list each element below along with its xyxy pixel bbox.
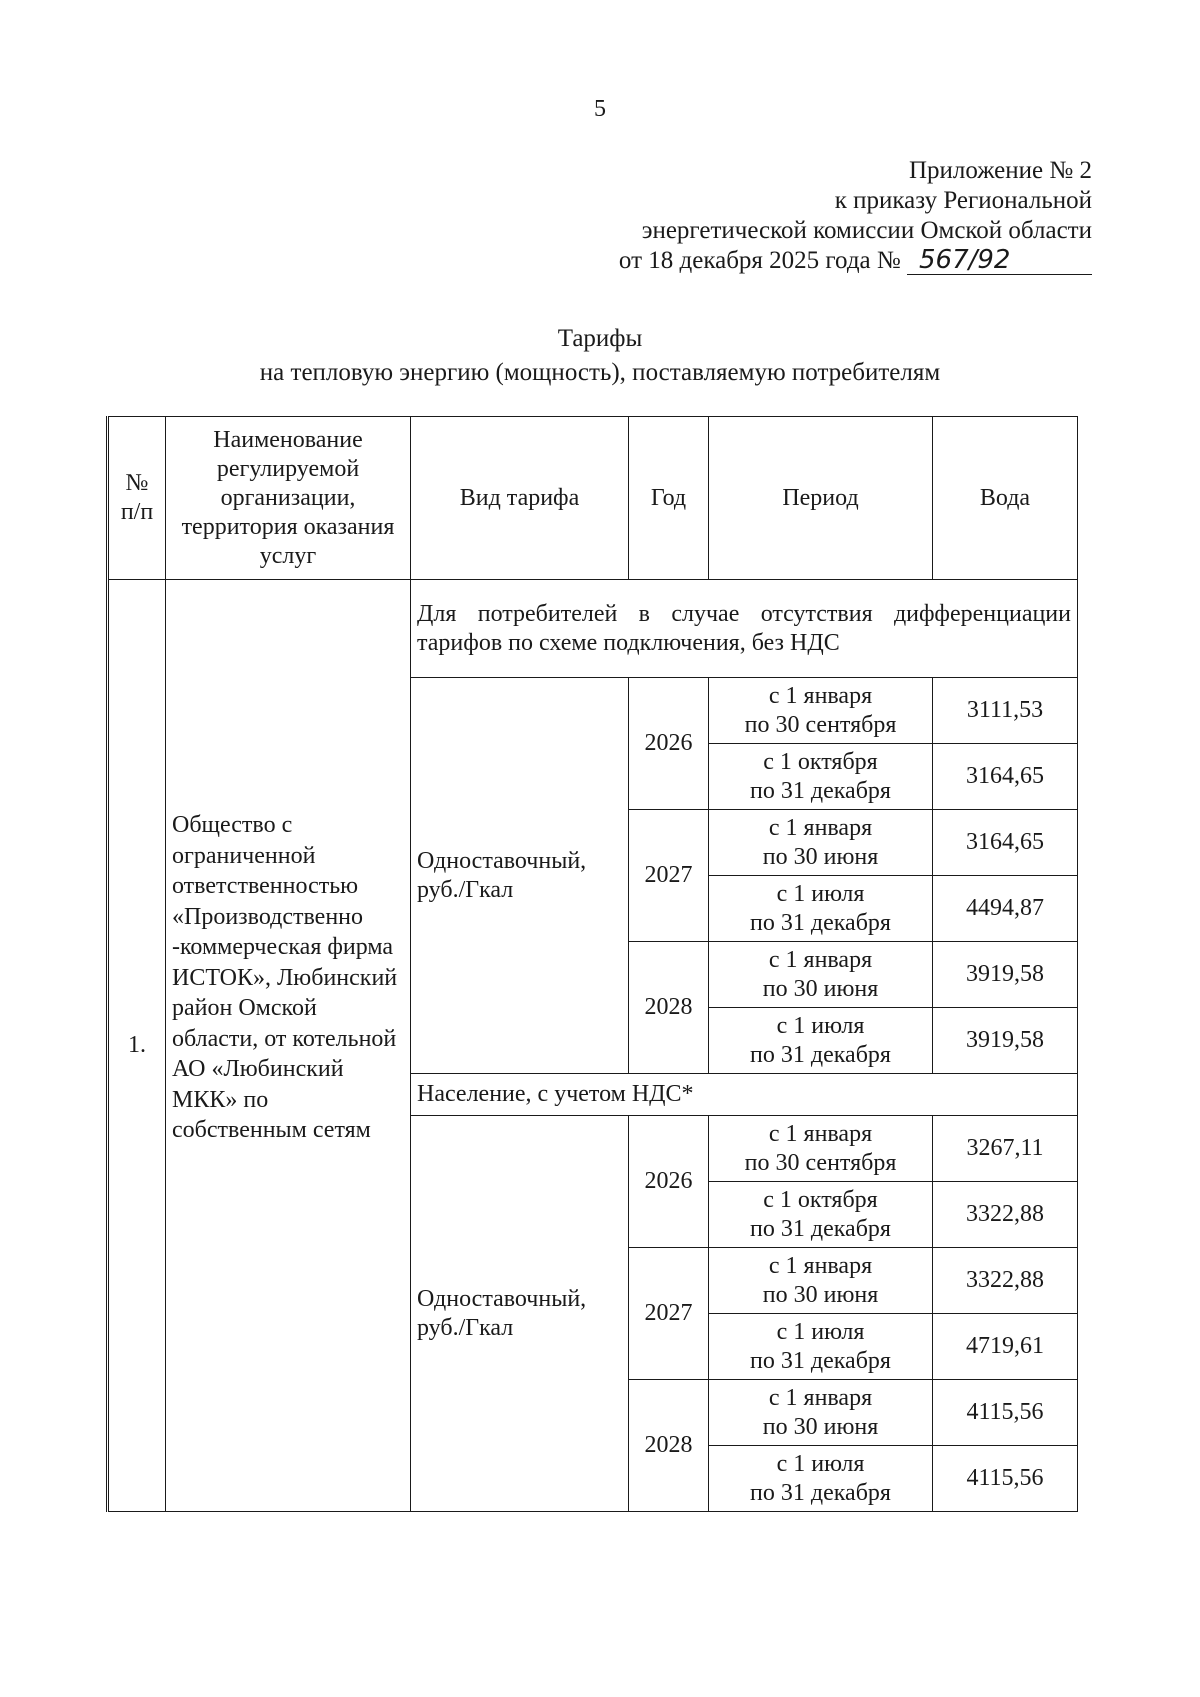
year-cell: 2028 <box>629 942 709 1074</box>
period-cell <box>709 1380 933 1446</box>
period-end: по 31 декабря <box>750 909 891 936</box>
period-end: по 30 июня <box>762 1413 879 1440</box>
period-start: с 1 июля <box>776 1450 865 1477</box>
tariff-type: Одноставочный, руб./Гкал <box>411 1116 629 1512</box>
water-value: 3919,58 <box>933 942 1078 1008</box>
row-index: 1. <box>108 580 166 1512</box>
period-start: с 1 июля <box>776 880 865 907</box>
water-value: 3322,88 <box>933 1182 1078 1248</box>
document-title: Тарифы <box>557 325 643 352</box>
section-row <box>108 580 1078 678</box>
period-start: с 1 июля <box>776 1318 865 1345</box>
period-start: с 1 января <box>768 814 873 841</box>
appendix-line-4 <box>520 246 1092 276</box>
appendix-line-1: Приложение № 2 <box>908 157 1092 184</box>
period-cell <box>709 1116 933 1182</box>
period-cell <box>709 1008 933 1074</box>
period-cell <box>709 1182 933 1248</box>
header-period: Период <box>709 417 933 580</box>
header-tariff-type: Вид тарифа <box>411 417 629 580</box>
document-subtitle: на тепловую энергию (мощность), поставляемую потребителям <box>259 359 941 386</box>
period-cell <box>709 744 933 810</box>
period-end: по 31 декабря <box>750 777 891 804</box>
header-num: № п/п <box>108 417 166 580</box>
header-year: Год <box>629 417 709 580</box>
water-value: 3164,65 <box>933 810 1078 876</box>
table-header-row <box>108 417 1078 580</box>
period-start: с 1 января <box>768 682 873 709</box>
appendix-line-2: к приказу Региональной <box>834 187 1092 214</box>
water-value: 3111,53 <box>933 678 1078 744</box>
water-value: 4115,56 <box>933 1380 1078 1446</box>
tariff-table <box>106 416 1078 1512</box>
period-cell <box>709 876 933 942</box>
period-start: с 1 января <box>768 1120 873 1147</box>
period-cell <box>709 1314 933 1380</box>
period-start: с 1 июля <box>776 1012 865 1039</box>
period-start: с 1 января <box>768 1384 873 1411</box>
period-end: по 30 сентября <box>744 1149 897 1176</box>
water-value: 3267,11 <box>933 1116 1078 1182</box>
year-cell: 2026 <box>629 1116 709 1248</box>
period-cell <box>709 942 933 1008</box>
appendix-date: от 18 декабря 2025 года № <box>618 247 901 274</box>
organization-name: Общество с ограниченной ответственностью «Производственно -коммерческая фирма ИСТОК», Любинский район Омской области, от котельной АО «Любинский МКК» по собственным сетям <box>166 580 411 1512</box>
period-end: по 30 июня <box>762 1281 879 1308</box>
section-title: Для потребителей в случае отсутствия дифференциации тарифов по схеме подключения, без НДС <box>411 580 1078 678</box>
year-cell: 2027 <box>629 810 709 942</box>
period-cell <box>709 1446 933 1512</box>
period-end: по 31 декабря <box>750 1347 891 1374</box>
period-end: по 31 декабря <box>750 1041 891 1068</box>
period-cell <box>709 1248 933 1314</box>
period-end: по 30 июня <box>762 975 879 1002</box>
period-start: с 1 октября <box>763 748 878 775</box>
period-end: по 31 декабря <box>750 1479 891 1506</box>
period-start: с 1 января <box>768 1252 873 1279</box>
period-cell <box>709 678 933 744</box>
page-number: 5 <box>594 96 606 122</box>
period-end: по 30 сентября <box>744 711 897 738</box>
section-title: Население, с учетом НДС* <box>411 1074 1078 1116</box>
tariff-type: Одноставочный, руб./Гкал <box>411 678 629 1074</box>
year-cell: 2028 <box>629 1380 709 1512</box>
header-water: Вода <box>933 417 1078 580</box>
appendix-line-3: энергетической комиссии Омской области <box>641 217 1092 244</box>
year-cell: 2026 <box>629 678 709 810</box>
water-value: 4115,56 <box>933 1446 1078 1512</box>
water-value: 3322,88 <box>933 1248 1078 1314</box>
water-value: 4494,87 <box>933 876 1078 942</box>
order-number-handwritten: 567/92 <box>907 246 1092 275</box>
period-end: по 31 декабря <box>750 1215 891 1242</box>
year-cell: 2027 <box>629 1248 709 1380</box>
period-cell <box>709 810 933 876</box>
appendix-header <box>520 156 1092 276</box>
period-start: с 1 октября <box>763 1186 878 1213</box>
water-value: 3919,58 <box>933 1008 1078 1074</box>
water-value: 4719,61 <box>933 1314 1078 1380</box>
header-organization: Наименование регулируемой организации, территория оказания услуг <box>166 417 411 580</box>
water-value: 3164,65 <box>933 744 1078 810</box>
period-end: по 30 июня <box>762 843 879 870</box>
period-start: с 1 января <box>768 946 873 973</box>
